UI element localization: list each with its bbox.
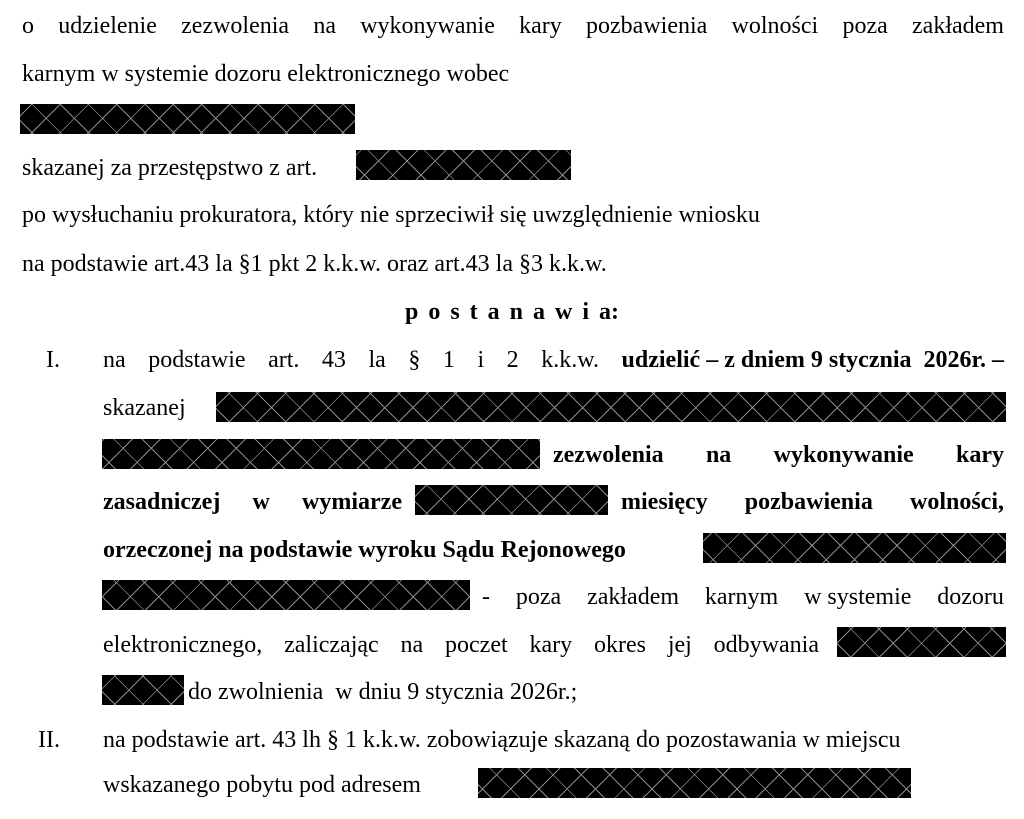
text: kary bbox=[519, 13, 562, 39]
intro-line-1 bbox=[22, 12, 1004, 40]
text: wolności bbox=[731, 13, 819, 39]
text: § bbox=[408, 347, 421, 373]
text: zezwolenia bbox=[553, 442, 664, 468]
redaction-block bbox=[216, 392, 1006, 422]
item-number: II. bbox=[38, 727, 60, 753]
item1-line-7 bbox=[103, 631, 819, 659]
text: art. bbox=[268, 347, 300, 373]
text: w systemie bbox=[804, 584, 912, 610]
text: na bbox=[103, 347, 126, 373]
text: kary bbox=[529, 632, 573, 658]
text: la bbox=[368, 347, 386, 373]
text: wymiarze bbox=[302, 489, 402, 515]
redaction-block bbox=[837, 627, 1006, 657]
item1-line-6 bbox=[482, 583, 1004, 611]
text: okres bbox=[594, 632, 646, 658]
text: - bbox=[482, 584, 490, 610]
text: na bbox=[313, 13, 336, 39]
item2-line-2: wskazanego pobytu pod adresem bbox=[103, 772, 421, 798]
text: na bbox=[705, 442, 732, 468]
text: poczet bbox=[445, 632, 508, 658]
text: karnym bbox=[704, 584, 779, 610]
item-number: I. bbox=[46, 347, 60, 373]
text: pozbawienia bbox=[586, 13, 708, 39]
text: jej bbox=[667, 632, 692, 658]
redaction-block bbox=[356, 150, 571, 180]
redaction-block bbox=[102, 439, 540, 469]
text: o bbox=[22, 13, 34, 39]
text: 43 bbox=[321, 347, 346, 373]
text: odbywania bbox=[713, 632, 819, 658]
item2-line-1: na podstawie art. 43 lh § 1 k.k.w. zobowiązuje skazaną do pozostawania w miejscu bbox=[103, 727, 901, 753]
text: wykonywanie bbox=[773, 442, 914, 468]
text: poza bbox=[842, 13, 888, 39]
text: pozbawienia bbox=[744, 489, 873, 515]
text: zaliczając bbox=[284, 632, 379, 658]
item1-line-2: skazanej bbox=[103, 395, 186, 421]
text: 2 bbox=[506, 347, 519, 373]
item1-line-5: orzeczonej na podstawie wyroku Sądu Rejonowego bbox=[103, 537, 626, 563]
text: poza bbox=[515, 584, 562, 610]
intro-line-6: na podstawie art.43 la §1 pkt 2 k.k.w. oraz art.43 la §3 k.k.w. bbox=[22, 251, 607, 277]
redaction-block bbox=[20, 104, 355, 134]
text: dozoru bbox=[937, 584, 1004, 610]
item1-line-1 bbox=[103, 346, 1004, 374]
intro-line-2: karnym w systemie dozoru elektronicznego wobec bbox=[22, 61, 510, 87]
text: wolności, bbox=[909, 489, 1004, 515]
text: kary bbox=[956, 442, 1004, 468]
text: zezwolenia bbox=[181, 13, 290, 39]
text: k.k.w. bbox=[541, 347, 599, 373]
text: 1 bbox=[442, 347, 455, 373]
redaction-block bbox=[102, 675, 184, 705]
text: na bbox=[400, 632, 424, 658]
redaction-block bbox=[415, 485, 608, 515]
item1-line-3 bbox=[553, 441, 1004, 469]
text: elektronicznego, bbox=[103, 632, 263, 658]
item1-line-4b bbox=[621, 488, 1004, 516]
item1-line-8: do zwolnienia w dniu 9 stycznia 2026r.; bbox=[188, 679, 578, 705]
redaction-block bbox=[703, 533, 1006, 563]
intro-line-4: skazanej za przestępstwo z art. bbox=[22, 155, 318, 181]
text: w bbox=[252, 489, 270, 515]
redaction-block bbox=[478, 768, 911, 798]
text: i bbox=[477, 347, 485, 373]
item1-line-4a bbox=[103, 488, 402, 516]
text: zakładem bbox=[912, 13, 1004, 39]
redaction-block bbox=[102, 580, 470, 610]
text: miesięcy bbox=[621, 489, 708, 515]
decision-heading: p o s t a n a w i a: bbox=[404, 299, 620, 325]
text: zakładem bbox=[587, 584, 680, 610]
bold-text: udzielić – z dniem 9 stycznia 2026r. – bbox=[621, 347, 1004, 373]
intro-line-5: po wysłuchaniu prokuratora, który nie sprzeciwił się uwzględnienie wniosku bbox=[22, 202, 760, 228]
text: podstawie bbox=[148, 347, 246, 373]
text: zasadniczej bbox=[103, 489, 221, 515]
text: wykonywanie bbox=[360, 13, 495, 39]
text: udzielenie bbox=[58, 13, 157, 39]
